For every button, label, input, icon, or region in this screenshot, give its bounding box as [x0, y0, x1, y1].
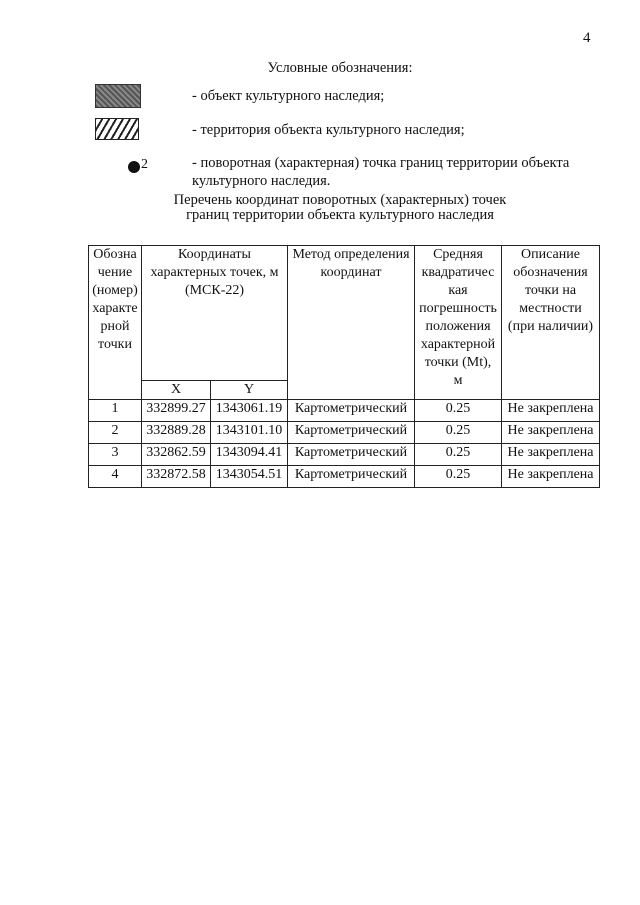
header-y: Y	[211, 381, 288, 400]
cell-x: 332889.28	[142, 422, 211, 444]
legend-title: Условные обозначения:	[267, 60, 413, 76]
header-text: рной	[100, 319, 130, 334]
header-text: (при наличии)	[507, 319, 594, 334]
header-text: Метод определения	[292, 247, 410, 262]
cell-description: Не закреплена	[502, 444, 600, 466]
header-text: (номер)	[92, 283, 138, 298]
cell-description: Не закреплена	[502, 466, 600, 488]
cell-error: 0.25	[415, 466, 502, 488]
table-row	[89, 466, 600, 488]
legend-text-turning-point-line2: культурного наследия.	[192, 173, 331, 189]
header-method	[288, 246, 415, 400]
header-text: координат	[320, 265, 382, 280]
turning-point-marker-label: 2	[141, 157, 148, 172]
cell-y: 1343101.10	[211, 422, 288, 444]
table-header-row	[89, 246, 600, 381]
cell-point-number: 1	[89, 400, 142, 422]
header-description	[502, 246, 600, 400]
cell-y: 1343061.19	[211, 400, 288, 422]
header-text: кая	[448, 283, 468, 298]
legend-text-territory: - территория объекта культурного наследия;	[192, 122, 465, 138]
cell-point-number: 4	[89, 466, 142, 488]
legend-text-object: - объект культурного наследия;	[192, 88, 385, 104]
cell-y: 1343054.51	[211, 466, 288, 488]
legend-text-turning-point-line1: - поворотная (характерная) точка границ территории объекта	[192, 155, 570, 171]
cell-y: 1343094.41	[211, 444, 288, 466]
cell-point-number: 2	[89, 422, 142, 444]
header-text: Средняя	[433, 247, 483, 262]
header-text: точки (Mt),	[424, 355, 492, 370]
header-text: характерной	[420, 337, 496, 352]
header-text: местности	[519, 301, 582, 316]
coordinates-table	[88, 245, 600, 488]
header-text: точки на	[524, 283, 577, 298]
header-text: положения	[425, 319, 491, 334]
header-text: Обозна	[93, 247, 137, 262]
header-text: чение	[97, 265, 133, 280]
header-text: квадратичес	[421, 265, 495, 280]
header-text: Описание	[521, 247, 580, 262]
header-text: м	[453, 373, 463, 388]
cell-error: 0.25	[415, 400, 502, 422]
cell-x: 332872.58	[142, 466, 211, 488]
header-text: погрешность	[419, 301, 497, 316]
cell-description: Не закреплена	[502, 400, 600, 422]
header-text: (МСК-22)	[184, 283, 245, 298]
legend-text-turning-point	[192, 154, 569, 190]
cell-method: Картометрический	[288, 400, 415, 422]
list-title-line1: Перечень координат поворотных (характерных) точек	[173, 192, 507, 208]
header-designation	[89, 246, 142, 400]
header-coordinates	[142, 246, 288, 381]
table-row	[89, 400, 600, 422]
header-error	[415, 246, 502, 400]
header-text: точки	[98, 337, 132, 352]
header-text: характерных точек, м	[150, 265, 279, 280]
cell-method: Картометрический	[288, 444, 415, 466]
header-text: характе	[92, 301, 138, 316]
list-title-line2: границ территории объекта культурного наследия	[186, 207, 494, 223]
cell-error: 0.25	[415, 444, 502, 466]
cell-point-number: 3	[89, 444, 142, 466]
cultural-heritage-territory-hatch-icon	[95, 118, 139, 140]
turning-point-marker-icon	[128, 161, 140, 173]
header-text: Координаты	[178, 247, 251, 262]
table-row	[89, 422, 600, 444]
cell-x: 332862.59	[142, 444, 211, 466]
page-number: 4	[583, 30, 591, 46]
cell-method: Картометрический	[288, 422, 415, 444]
cell-x: 332899.27	[142, 400, 211, 422]
table-row	[89, 444, 600, 466]
header-x: X	[142, 381, 211, 400]
cell-description: Не закреплена	[502, 422, 600, 444]
list-title	[0, 193, 640, 223]
cell-error: 0.25	[415, 422, 502, 444]
header-text: обозначения	[513, 265, 588, 280]
cultural-heritage-object-swatch-icon	[95, 84, 141, 108]
cell-method: Картометрический	[288, 466, 415, 488]
